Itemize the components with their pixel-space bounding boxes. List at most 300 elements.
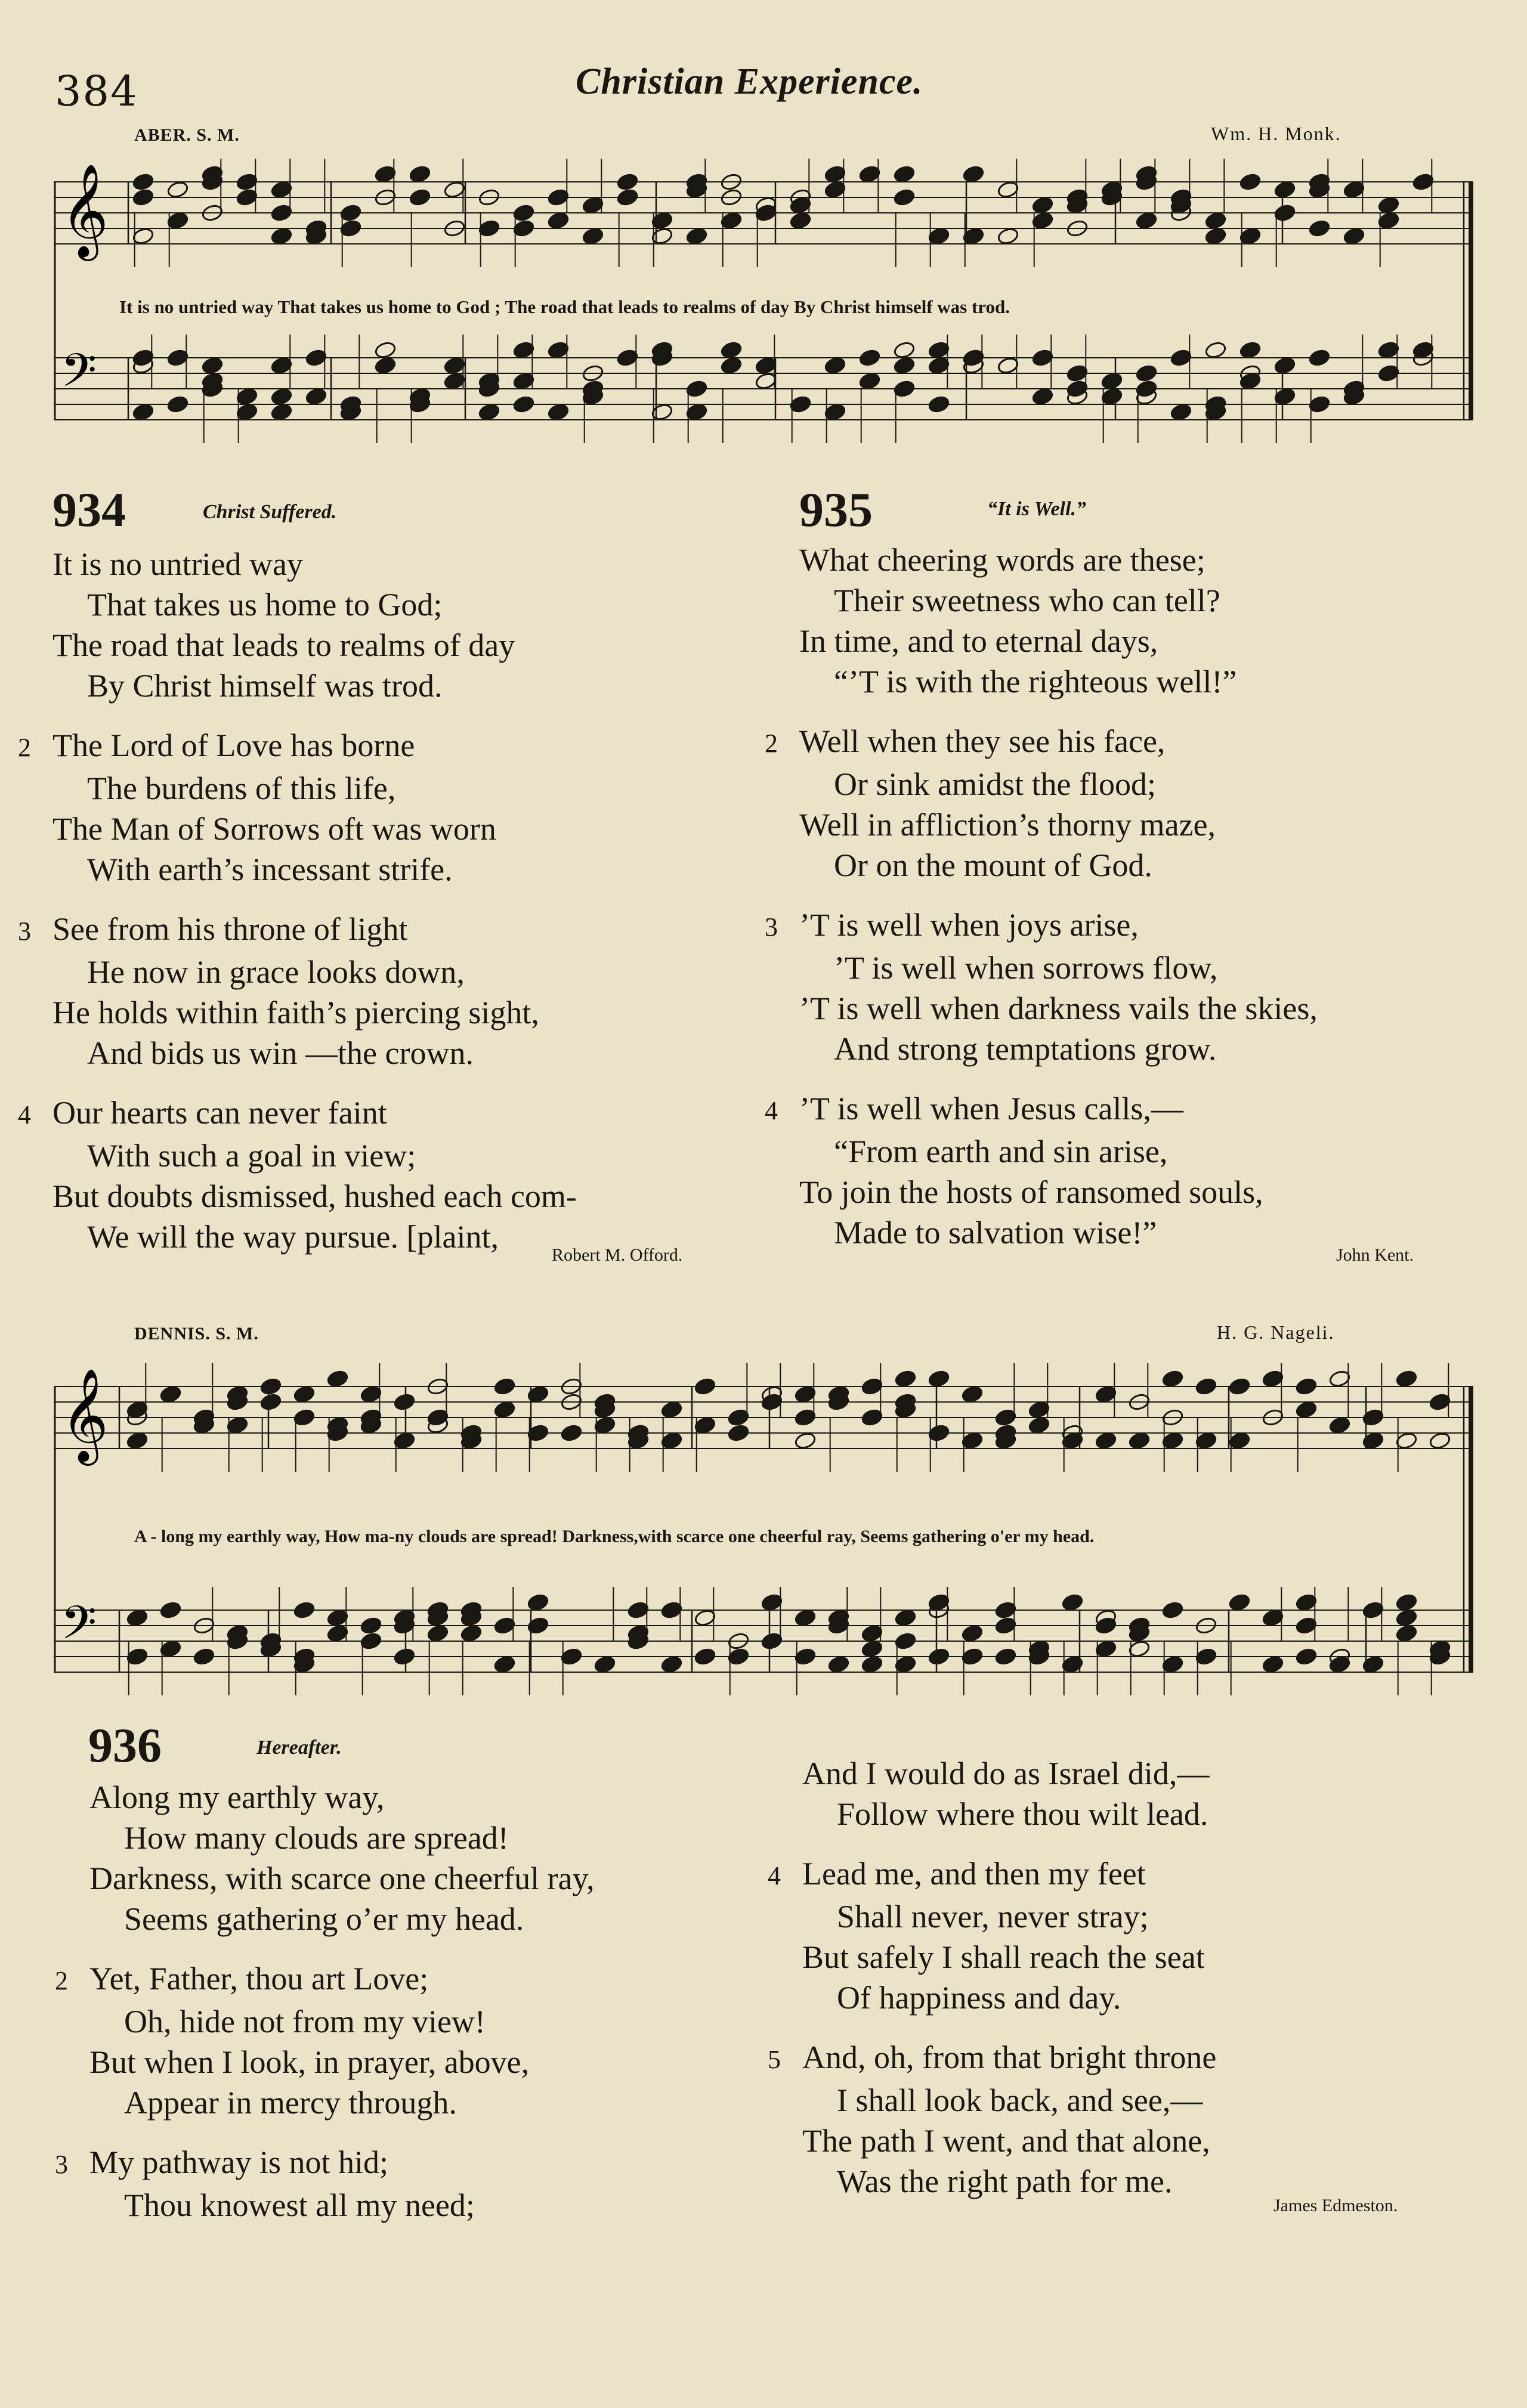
note-head (761, 1593, 783, 1612)
note-head (1395, 1608, 1418, 1627)
verse-text: With earth’s incessant strife. (87, 852, 453, 887)
note-head (694, 1608, 716, 1627)
verse-text: ’T is well when joys arise, (799, 907, 1139, 943)
verse-line (52, 584, 768, 625)
running-head: Christian Experience. (576, 61, 923, 102)
note-head (374, 165, 397, 184)
hymn-title: Hereafter. (256, 1737, 342, 1759)
music-score-dennis (54, 1345, 1473, 1703)
note-head (1128, 1639, 1151, 1658)
note-head (997, 356, 1019, 375)
note-head (1377, 364, 1400, 383)
note-head (478, 403, 500, 422)
note-head (270, 203, 293, 222)
verse-line (799, 804, 1515, 845)
verse-line (802, 1794, 1518, 1834)
note-head (1095, 1431, 1117, 1450)
verse-line (52, 952, 768, 992)
note-head (1128, 1431, 1151, 1450)
note-head (547, 403, 570, 422)
verse-text: Darkness, with scarce one cheerful ray, (89, 1861, 595, 1896)
note-head (651, 227, 673, 246)
note-head (193, 1647, 215, 1666)
note-head (236, 387, 258, 406)
note-head (616, 348, 639, 367)
verse-line (89, 1899, 805, 1939)
note-head (443, 372, 466, 391)
note-head (1273, 356, 1296, 375)
verse-text: But doubts dismissed, hushed each com- (52, 1178, 577, 1214)
verse-text: What cheering words are these; (799, 542, 1205, 578)
stanza-number: 5 (768, 2045, 781, 2074)
note-head (1161, 1431, 1184, 1450)
note-head (824, 180, 846, 199)
note-head (547, 341, 570, 360)
note-head (270, 387, 293, 406)
author: John Kent. (1336, 1245, 1414, 1265)
note-head (824, 403, 846, 422)
verse-line (52, 1135, 768, 1176)
stanza-number: 2 (18, 733, 31, 762)
verse-line (768, 1853, 1518, 1896)
stanza (768, 1853, 1518, 2018)
note-head (512, 341, 535, 360)
verse-text: Their sweetness who can tell? (834, 583, 1220, 618)
verse-text: But safely I shall reach the seat (802, 1939, 1205, 1975)
hymn-number: 936 (88, 1718, 162, 1772)
note-head (360, 1385, 382, 1404)
verse-line (52, 992, 768, 1033)
verse-text: The Lord of Love has borne (52, 728, 415, 763)
note-head (660, 1601, 683, 1620)
note-head (270, 356, 293, 375)
note-head (409, 188, 431, 207)
note-head (512, 372, 535, 391)
verse-line (89, 2185, 805, 2226)
hymn-title: Christ Suffered. (203, 501, 337, 523)
verse-text: Our hearts can never faint (52, 1095, 387, 1131)
note-head (1239, 227, 1262, 246)
note-head (305, 348, 327, 367)
note-head (1135, 364, 1158, 383)
note-head (582, 196, 604, 215)
verse-line (52, 1033, 768, 1073)
treble-clef: 𝄞 (61, 163, 109, 257)
note-head (1028, 1416, 1050, 1435)
note-head (1031, 387, 1054, 406)
note-head (894, 1369, 917, 1388)
note-head (894, 1655, 917, 1674)
stanza-number: 2 (765, 729, 778, 758)
hymn-935-text (765, 540, 1515, 1272)
note-head (928, 356, 950, 375)
note-head (326, 1369, 349, 1388)
verse-line (799, 540, 1515, 580)
stanza (765, 905, 1515, 1069)
note-head (159, 1639, 182, 1658)
verse-text: That takes us home to God; (87, 587, 443, 623)
note-head (1295, 1616, 1318, 1635)
note-head (493, 1616, 516, 1635)
note-head (159, 1601, 182, 1620)
note-head (1161, 1655, 1184, 1674)
note-head (493, 1400, 516, 1419)
note-head (761, 1632, 783, 1651)
note-head (1273, 203, 1296, 222)
note-head (1204, 211, 1227, 230)
verse-line (89, 2001, 805, 2042)
note-head (166, 395, 189, 414)
note-head (685, 379, 708, 398)
stanza-number: 4 (768, 1861, 781, 1890)
note-head (794, 1408, 817, 1427)
stanza (802, 1753, 1518, 1834)
composer: Wm. H. Monk. (1211, 123, 1341, 144)
note-head (1262, 1655, 1284, 1674)
note-head (794, 1385, 817, 1404)
note-head (236, 403, 258, 422)
hymn-number: 935 (799, 482, 873, 537)
note-head (1308, 348, 1331, 367)
verse-text: Thou knowest all my need; (124, 2187, 475, 2223)
note-head (962, 165, 985, 184)
note-head (1204, 227, 1227, 246)
note-head (443, 356, 466, 375)
stanza-number: 3 (18, 917, 31, 946)
note-head (560, 1423, 583, 1443)
stanza (18, 725, 768, 890)
composer: H. G. Nageli. (1217, 1321, 1335, 1343)
verse-text: ’T is well when sorrows flow, (834, 950, 1218, 986)
note-head (159, 1385, 182, 1404)
verse-text: He now in grace looks down, (87, 954, 465, 990)
note-head (1095, 1639, 1117, 1658)
note-head (1395, 1624, 1418, 1643)
note-head (270, 403, 293, 422)
verse-text: See from his throne of light (52, 911, 408, 947)
note-head (1429, 1431, 1451, 1450)
note-head (660, 1400, 683, 1419)
note-head (755, 372, 777, 391)
note-head (305, 387, 327, 406)
verse-text: Oh, hide not from my view! (124, 2004, 486, 2039)
note-head (794, 1431, 817, 1450)
verse-line (802, 2161, 1518, 2202)
note-head (858, 372, 881, 391)
tune-name: DENNIS. S. M. (134, 1324, 259, 1344)
note-head (1170, 403, 1192, 422)
note-head (994, 1647, 1017, 1666)
note-head (616, 172, 639, 191)
note-head (1273, 387, 1296, 406)
note-head (132, 403, 154, 422)
note-head (339, 203, 362, 222)
lyric-underlay: A - long my earthly way, How ma-ny clouds are spread! Darkness,with scarce one cheerful ray, Seems gathering o'er my head. (134, 1527, 1095, 1546)
verse-text: Was the right path for me. (837, 2164, 1173, 2199)
verse-line (799, 661, 1515, 702)
verse-line (799, 1131, 1515, 1172)
note-head (1295, 1400, 1318, 1419)
note-head (1377, 196, 1400, 215)
verse-text: He holds within faith’s piercing sight, (52, 995, 539, 1030)
verse-line (52, 809, 768, 849)
note-head (1295, 1593, 1318, 1612)
note-head (997, 227, 1019, 246)
note-head (1343, 227, 1365, 246)
note-head (727, 1647, 750, 1666)
note-head (824, 165, 846, 184)
note-head (1273, 180, 1296, 199)
verse-text: It is no untried way (52, 546, 303, 582)
note-head (893, 356, 916, 375)
note-head (1395, 1431, 1418, 1450)
verse-text: And, oh, from that bright throne (802, 2039, 1217, 2075)
verse-line (799, 764, 1515, 804)
note-head (928, 1647, 950, 1666)
note-head (1095, 1385, 1117, 1404)
note-head (1308, 395, 1331, 414)
note-head (928, 1423, 950, 1443)
note-head (393, 1392, 416, 1412)
note-head (1228, 1431, 1251, 1450)
note-head (512, 395, 535, 414)
note-head (651, 211, 673, 230)
note-head (594, 1655, 616, 1674)
note-head (374, 356, 397, 375)
note-head (126, 1608, 149, 1627)
verse-line (802, 1937, 1518, 1977)
note-head (685, 403, 708, 422)
note-head (1028, 1400, 1050, 1419)
note-head (293, 1385, 316, 1404)
verse-text: Shall never, never stray; (837, 1899, 1149, 1935)
note-head (994, 1601, 1017, 1620)
note-head (270, 180, 293, 199)
stanza (18, 909, 768, 1073)
note-head (1195, 1377, 1217, 1396)
note-head (1031, 211, 1054, 230)
verse-line (55, 2142, 805, 2185)
verse-text: Yet, Father, thou art Love; (89, 1961, 429, 1997)
tune-name: ABER. S. M. (134, 125, 240, 145)
verse-line (52, 625, 768, 666)
note-head (478, 219, 500, 238)
note-head (961, 1647, 984, 1666)
verse-line (52, 768, 768, 809)
note-head (126, 1647, 149, 1666)
note-head (1161, 1369, 1184, 1388)
stanza (765, 721, 1515, 886)
note-head (1308, 219, 1331, 238)
note-head (443, 180, 466, 199)
note-head (720, 356, 743, 375)
stanza-number: 3 (765, 912, 778, 942)
verse-text: Well when they see his face, (799, 723, 1166, 759)
verse-line (52, 1176, 768, 1217)
note-head (694, 1416, 716, 1435)
note-head (270, 227, 293, 246)
verse-line (89, 1858, 805, 1899)
verse-text: How many clouds are spread! (124, 1820, 509, 1856)
verse-text: To join the hosts of ransomed souls, (799, 1174, 1263, 1210)
verse-text: Appear in mercy through. (124, 2085, 457, 2121)
note-head (360, 1632, 382, 1651)
note-head (259, 1392, 282, 1412)
note-head (720, 341, 743, 360)
note-head (1239, 341, 1262, 360)
verse-line (89, 2082, 805, 2123)
note-head (1170, 348, 1192, 367)
verse-line (765, 905, 1515, 948)
note-head (997, 180, 1019, 199)
note-head (1195, 1647, 1217, 1666)
verse-line (799, 1029, 1515, 1069)
bass-clef: 𝄢 (61, 1596, 97, 1661)
note-head (894, 1608, 917, 1627)
note-head (651, 403, 673, 422)
note-head (1066, 364, 1089, 383)
note-head (132, 227, 154, 246)
note-head (527, 1593, 549, 1612)
note-head (961, 1624, 984, 1643)
verse-line (52, 666, 768, 706)
verse-line (799, 621, 1515, 661)
note-head (794, 1608, 817, 1627)
note-head (293, 1408, 316, 1427)
author: James Edmeston. (1273, 2196, 1398, 2215)
note-head (1429, 1392, 1451, 1412)
verse-line (18, 909, 768, 952)
note-head (293, 1601, 316, 1620)
note-head (1061, 1593, 1084, 1612)
bass-clef: 𝄢 (61, 343, 97, 409)
verse-text: “From earth and sin arise, (834, 1134, 1168, 1169)
note-head (827, 1655, 850, 1674)
stanza (55, 1958, 805, 2123)
verse-text: “’T is with the righteous well!” (834, 664, 1237, 700)
page-number: 384 (55, 67, 138, 116)
note-head (894, 1632, 917, 1651)
note-head (393, 1431, 416, 1450)
note-head (393, 1647, 416, 1666)
note-head (132, 188, 154, 207)
note-head (893, 188, 916, 207)
note-head (493, 1655, 516, 1674)
note-head (861, 1655, 883, 1674)
note-head (694, 1377, 716, 1396)
note-head (858, 348, 881, 367)
note-head (126, 1431, 149, 1450)
note-head (1295, 1647, 1318, 1666)
verse-line (802, 1753, 1518, 1794)
note-head (460, 1624, 483, 1643)
verse-line (802, 1977, 1518, 2018)
verse-text: Well in affliction’s thorny maze, (799, 807, 1216, 843)
verse-text: ’T is well when darkness vails the skies, (799, 991, 1318, 1026)
note-head (1328, 1416, 1351, 1435)
note-head (1262, 1369, 1284, 1388)
note-head (1031, 348, 1054, 367)
note-head (512, 203, 535, 222)
note-head (236, 172, 258, 191)
note-head (1412, 172, 1435, 191)
verse-text: With such a goal in view; (87, 1138, 416, 1174)
note-head (727, 1423, 750, 1443)
note-head (994, 1616, 1017, 1635)
author: Robert M. Offord. (552, 1245, 683, 1265)
verse-text: By Christ himself was trod. (87, 668, 443, 704)
verse-line (802, 1896, 1518, 1937)
note-head (1295, 1377, 1318, 1396)
verse-line (18, 725, 768, 768)
verse-line (89, 1777, 805, 1818)
note-head (893, 379, 916, 398)
note-head (861, 1639, 883, 1658)
note-head (1135, 211, 1158, 230)
stanza (89, 1777, 805, 1939)
verse-text: And strong temptations grow. (834, 1031, 1217, 1067)
note-head (893, 341, 916, 360)
note-head (928, 1369, 950, 1388)
verse-text: ’T is well when Jesus calls,— (799, 1091, 1183, 1126)
note-head (861, 1408, 883, 1427)
note-head (201, 356, 224, 375)
note-head (685, 227, 708, 246)
verse-text: Of happiness and day. (837, 1980, 1121, 2016)
note-head (1228, 1593, 1251, 1612)
verse-line (765, 1088, 1515, 1131)
note-head (660, 1431, 683, 1450)
note-head (928, 341, 950, 360)
treble-clef: 𝄞 (61, 1367, 109, 1462)
verse-line (802, 2080, 1518, 2121)
note-head (426, 1624, 449, 1643)
note-head (893, 165, 916, 184)
note-head (858, 165, 881, 184)
note-head (755, 356, 777, 375)
verse-line (768, 2037, 1518, 2080)
verse-text: The Man of Sorrows oft was worn (52, 811, 496, 847)
note-head (409, 165, 431, 184)
note-head (166, 211, 189, 230)
stanza (55, 2142, 805, 2226)
note-head (326, 1624, 349, 1643)
note-head (1101, 372, 1123, 391)
verse-text: The road that leads to realms of day (52, 627, 515, 663)
note-head (512, 219, 535, 238)
note-head (374, 341, 397, 360)
verse-line (799, 845, 1515, 886)
verse-text: The burdens of this life, (87, 770, 396, 806)
note-head (547, 188, 570, 207)
stanza-number: 3 (55, 2150, 68, 2179)
stanza-number: 4 (765, 1096, 778, 1125)
verse-text: Made to salvation wise!” (834, 1215, 1157, 1251)
note-head (660, 1655, 683, 1674)
verse-line (799, 988, 1515, 1029)
verse-text: I shall look back, and see,— (837, 2082, 1203, 2118)
hymn-title: “It is Well.” (987, 498, 1086, 520)
lyric-underlay: It is no untried way That takes us home to God ; The road that leads to realms of day By Christ himself was trod. (119, 296, 1010, 317)
note-head (493, 1377, 516, 1396)
verse-text: Along my earthly way, (89, 1779, 385, 1815)
verse-text: But when I look, in prayer, above, (89, 2044, 530, 2080)
note-head (1195, 1431, 1217, 1450)
verse-line (52, 544, 768, 584)
verse-line (55, 1958, 805, 2001)
stanza (52, 544, 768, 706)
note-head (861, 1377, 883, 1396)
